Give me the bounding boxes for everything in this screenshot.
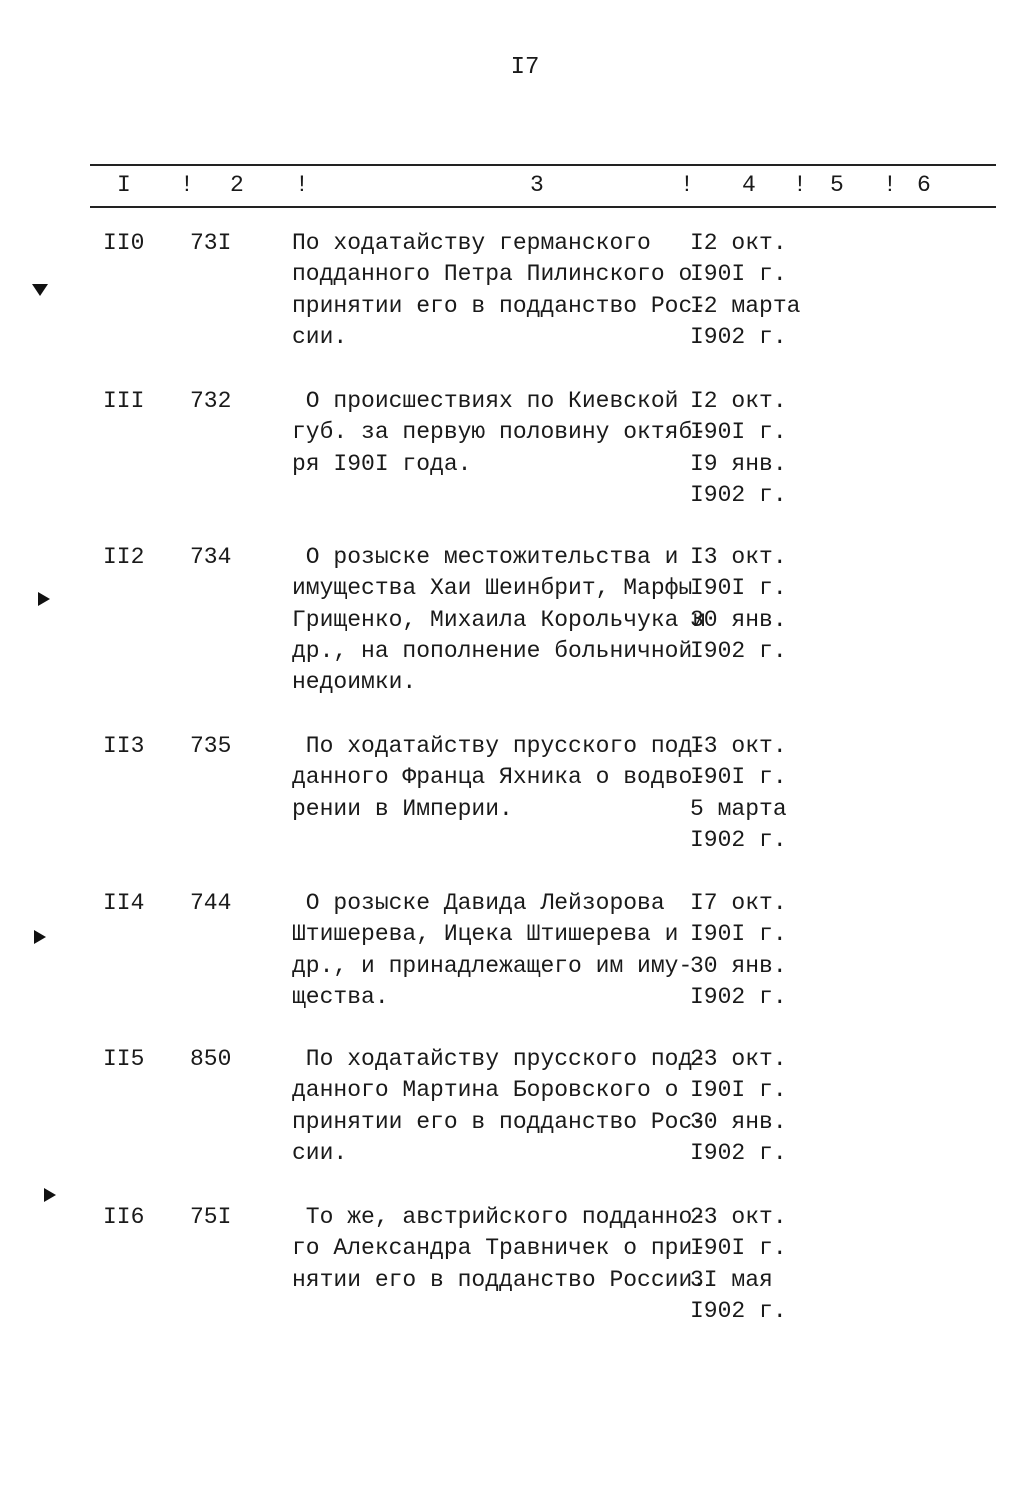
case-dates xyxy=(690,731,820,856)
date-line: I90I г. xyxy=(690,921,787,948)
date-line: I3 окт. xyxy=(690,544,787,570)
date-line: I90I г. xyxy=(690,1077,787,1104)
case-dates xyxy=(690,1202,820,1327)
date-line: I90I г. xyxy=(690,575,787,602)
column-separator: ! xyxy=(883,172,897,198)
case-title xyxy=(292,228,707,353)
title-line: недоимки. xyxy=(292,669,417,696)
title-line: принятии его в подданство Рос- xyxy=(292,292,707,319)
title-line: сии. xyxy=(292,1139,348,1166)
date-line: I902 г. xyxy=(690,1297,787,1324)
column-header-5: 5 xyxy=(830,172,844,198)
title-line: нятии его в подданство России. xyxy=(292,1266,707,1293)
entry-number: III xyxy=(103,388,145,414)
title-line: щества. xyxy=(292,983,389,1010)
title-line: принятии его в подданство Рос- xyxy=(292,1108,707,1135)
title-line: рении в Империи. xyxy=(292,795,513,822)
date-line: I90I г. xyxy=(690,764,787,791)
date-line: I902 г. xyxy=(690,826,787,853)
entry-number: II4 xyxy=(103,890,145,916)
case-number: 75I xyxy=(190,1204,232,1230)
date-line: 23 окт. xyxy=(690,1046,787,1072)
date-line: I90I г. xyxy=(690,419,787,446)
case-number: 73I xyxy=(190,230,232,256)
column-header-1: I xyxy=(117,172,131,198)
title-line: По ходатайству германского xyxy=(292,230,651,256)
title-line: Штишерева, Ицека Штишерева и xyxy=(292,921,679,948)
case-dates xyxy=(690,542,820,667)
date-line: 5 марта xyxy=(690,795,787,822)
table-header-rule xyxy=(90,206,996,208)
case-dates xyxy=(690,228,820,353)
title-line: О розыске Давида Лейзорова xyxy=(292,890,665,916)
title-line: ря I90I года. xyxy=(292,450,472,477)
column-header-4: 4 xyxy=(742,172,756,198)
title-line: То же, австрийского подданно- xyxy=(292,1204,707,1230)
column-header-2: 2 xyxy=(230,172,244,198)
entry-number: II0 xyxy=(103,230,145,256)
title-line: Грищенко, Михаила Корольчука и xyxy=(292,606,707,633)
case-title xyxy=(292,888,693,1013)
page-number: I7 xyxy=(510,54,540,81)
margin-arrow-mark xyxy=(34,930,46,944)
entry-number: II3 xyxy=(103,733,145,759)
date-line: 3I мая xyxy=(690,1266,773,1293)
title-line: го Александра Травничек о при- xyxy=(292,1235,707,1262)
date-line: 23 окт. xyxy=(690,1204,787,1230)
title-line: По ходатайству прусского под- xyxy=(292,1046,707,1072)
date-line: 30 янв. xyxy=(690,606,787,633)
title-line: О розыске местожительства и xyxy=(292,544,679,570)
date-line: 30 янв. xyxy=(690,1108,787,1135)
column-header-3: 3 xyxy=(530,172,544,198)
case-title xyxy=(292,386,707,480)
column-separator: ! xyxy=(793,172,807,198)
date-line: I90I г. xyxy=(690,1235,787,1262)
table-top-rule xyxy=(90,164,996,166)
date-line: I902 г. xyxy=(690,983,787,1010)
title-line: подданного Петра Пилинского о xyxy=(292,261,693,288)
date-line: I7 окт. xyxy=(690,890,787,916)
case-dates xyxy=(690,386,820,511)
column-separator: ! xyxy=(680,172,694,198)
title-line: др., и принадлежащего им иму- xyxy=(292,952,693,979)
title-line: данного Мартина Боровского о xyxy=(292,1077,679,1104)
date-line: I3 окт. xyxy=(690,733,787,759)
entry-number: II2 xyxy=(103,544,145,570)
column-separator: ! xyxy=(180,172,194,198)
case-number: 744 xyxy=(190,890,232,916)
case-title xyxy=(292,1044,707,1169)
title-line: др., на пополнение больничной xyxy=(292,637,693,664)
title-line: О происшествиях по Киевской xyxy=(292,388,679,414)
title-line: данного Франца Яхника о водво- xyxy=(292,764,707,791)
case-dates xyxy=(690,1044,820,1169)
entry-number: II6 xyxy=(103,1204,145,1230)
date-line: I902 г. xyxy=(690,323,787,350)
date-line: I2 окт. xyxy=(690,388,787,414)
title-line: По ходатайству прусского под- xyxy=(292,733,707,759)
case-dates xyxy=(690,888,820,1013)
margin-arrow-mark xyxy=(44,1188,56,1202)
date-line: I2 марта xyxy=(690,292,801,319)
date-line: I902 г. xyxy=(690,637,787,664)
entry-number: II5 xyxy=(103,1046,145,1072)
case-title xyxy=(292,1202,707,1296)
date-line: I902 г. xyxy=(690,1139,787,1166)
date-line: I90I г. xyxy=(690,261,787,288)
title-line: губ. за первую половину октяб- xyxy=(292,419,707,446)
margin-arrow-mark xyxy=(38,592,50,606)
case-number: 850 xyxy=(190,1046,232,1072)
case-number: 734 xyxy=(190,544,232,570)
case-number: 735 xyxy=(190,733,232,759)
date-line: I902 г. xyxy=(690,481,787,508)
case-title xyxy=(292,731,707,825)
date-line: I2 окт. xyxy=(690,230,787,256)
column-separator: ! xyxy=(295,172,309,198)
column-header-6: 6 xyxy=(917,172,931,198)
margin-arrow-mark xyxy=(32,284,48,296)
case-title xyxy=(292,542,707,698)
title-line: сии. xyxy=(292,323,348,350)
date-line: 30 янв. xyxy=(690,952,787,979)
date-line: I9 янв. xyxy=(690,450,787,477)
title-line: имущества Хаи Шеинбрит, Марфы xyxy=(292,575,693,602)
case-number: 732 xyxy=(190,388,232,414)
